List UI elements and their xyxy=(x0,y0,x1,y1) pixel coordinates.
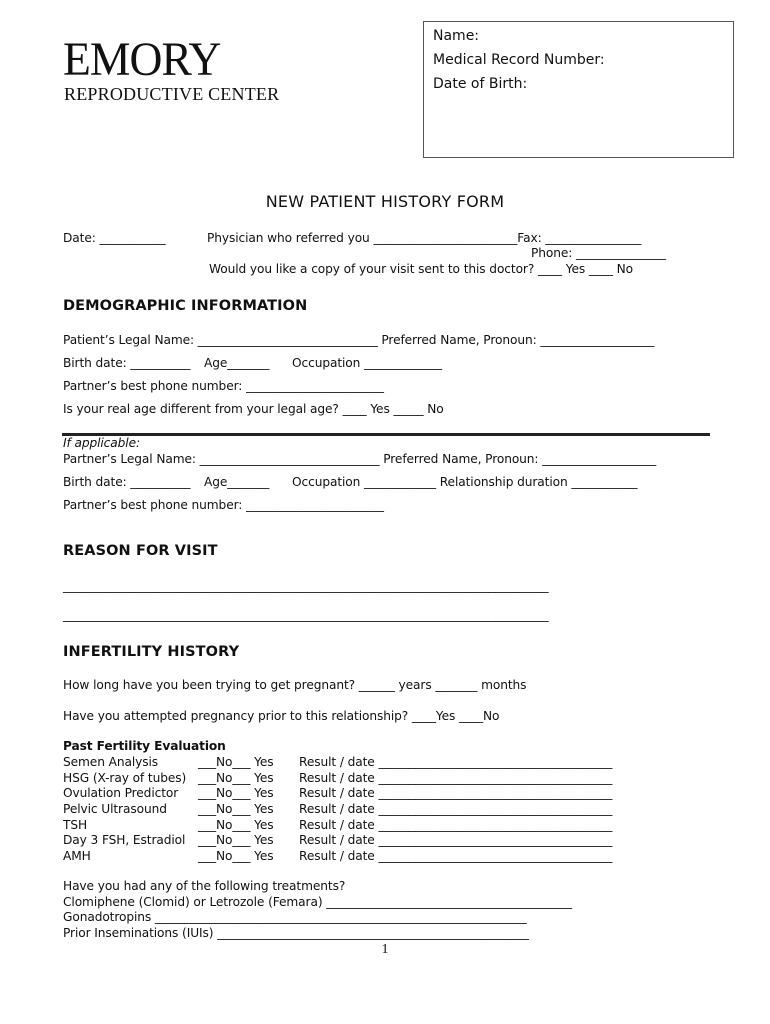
treatment-clomiphene-field[interactable]: Clomiphene (Clomid) or Letrozole (Femara) _________________________________________ xyxy=(63,895,572,909)
eval-row: HSG (X-ray of tubes) xyxy=(63,771,187,785)
eval-noyes[interactable]: ___No___ Yes xyxy=(198,849,274,863)
patient-legal-name-field[interactable]: Patient’s Legal Name: ______________________________ Preferred Name, Pronoun: ___________________ xyxy=(63,333,655,347)
partner-legal-name-field[interactable]: Partner’s Legal Name: ______________________________ Preferred Name, Pronoun: ___________________ xyxy=(63,452,657,466)
treatment-iui-field[interactable]: Prior Inseminations (IUIs) ____________________________________________________ xyxy=(63,926,529,940)
partner-occupation-field[interactable]: Occupation ____________ Relationship duration ___________ xyxy=(292,475,638,489)
date-field[interactable]: Date: ___________ xyxy=(63,231,166,245)
eval-noyes[interactable]: ___No___ Yes xyxy=(198,755,274,769)
emory-logo: EMORY xyxy=(63,33,221,86)
id-name-label: Name: xyxy=(433,28,480,44)
reason-line-2[interactable]: _________________________________________________________________________________ xyxy=(63,608,549,622)
eval-row: Pelvic Ultrasound xyxy=(63,802,167,816)
physician-phone-field[interactable]: Phone: _______________ xyxy=(531,246,666,260)
eval-noyes[interactable]: ___No___ Yes xyxy=(198,771,274,785)
id-mrn-label: Medical Record Number: xyxy=(433,52,605,68)
treatments-question: Have you had any of the following treatments? xyxy=(63,879,346,893)
logo-subtitle: REPRODUCTIVE CENTER xyxy=(64,84,280,104)
eval-result[interactable]: Result / date _______________________________________ xyxy=(299,849,613,863)
form-title: NEW PATIENT HISTORY FORM xyxy=(265,192,505,211)
treatment-gonadotropins-field[interactable]: Gonadotropins ______________________________________________________________ xyxy=(63,910,527,924)
prior-attempt-field[interactable]: Have you attempted pregnancy prior to this relationship? ____Yes ____No xyxy=(63,709,500,723)
partner-birthdate-field[interactable]: Birth date: __________ xyxy=(63,475,191,489)
patient-occupation-field[interactable]: Occupation _____________ xyxy=(292,356,442,370)
demographic-heading: DEMOGRAPHIC INFORMATION xyxy=(63,298,308,314)
eval-result[interactable]: Result / date _______________________________________ xyxy=(299,818,613,832)
reason-line-1[interactable]: _________________________________________________________________________________ xyxy=(63,579,549,593)
real-age-question[interactable]: Is your real age different from your legal age? ____ Yes _____ No xyxy=(63,402,444,416)
eval-noyes[interactable]: ___No___ Yes xyxy=(198,802,274,816)
eval-noyes[interactable]: ___No___ Yes xyxy=(198,833,274,847)
reason-heading: REASON FOR VISIT xyxy=(63,543,218,559)
if-applicable-label: If applicable: xyxy=(63,436,140,450)
eval-row: Semen Analysis xyxy=(63,755,159,769)
eval-result[interactable]: Result / date _______________________________________ xyxy=(299,771,613,785)
section-divider xyxy=(62,433,710,436)
infertility-heading: INFERTILITY HISTORY xyxy=(63,644,240,660)
past-eval-heading: Past Fertility Evaluation xyxy=(63,739,226,753)
id-dob-label: Date of Birth: xyxy=(433,76,528,92)
trying-duration-field[interactable]: How long have you been trying to get pregnant? ______ years _______ months xyxy=(63,678,527,692)
copy-to-doctor-field[interactable]: Would you like a copy of your visit sent to this doctor? ____ Yes ____ No xyxy=(209,262,634,276)
eval-row: Ovulation Predictor xyxy=(63,786,179,800)
eval-row: Day 3 FSH, Estradiol xyxy=(63,833,186,847)
eval-result[interactable]: Result / date _______________________________________ xyxy=(299,833,613,847)
eval-result[interactable]: Result / date _______________________________________ xyxy=(299,755,613,769)
eval-row: AMH xyxy=(63,849,91,863)
eval-noyes[interactable]: ___No___ Yes xyxy=(198,786,274,800)
referring-physician-field[interactable]: Physician who referred you ________________________Fax: ________________ xyxy=(207,231,642,245)
page-number: 1 xyxy=(381,942,389,957)
eval-result[interactable]: Result / date _______________________________________ xyxy=(299,786,613,800)
partner-phone-field-2[interactable]: Partner’s best phone number: _______________________ xyxy=(63,498,384,512)
eval-result[interactable]: Result / date _______________________________________ xyxy=(299,802,613,816)
patient-birthdate-field[interactable]: Birth date: __________ xyxy=(63,356,191,370)
partner-phone-field[interactable]: Partner’s best phone number: _______________________ xyxy=(63,379,384,393)
patient-age-field[interactable]: Age_______ xyxy=(204,356,270,370)
eval-noyes[interactable]: ___No___ Yes xyxy=(198,818,274,832)
partner-age-field[interactable]: Age_______ xyxy=(204,475,270,489)
eval-row: TSH xyxy=(63,818,88,832)
